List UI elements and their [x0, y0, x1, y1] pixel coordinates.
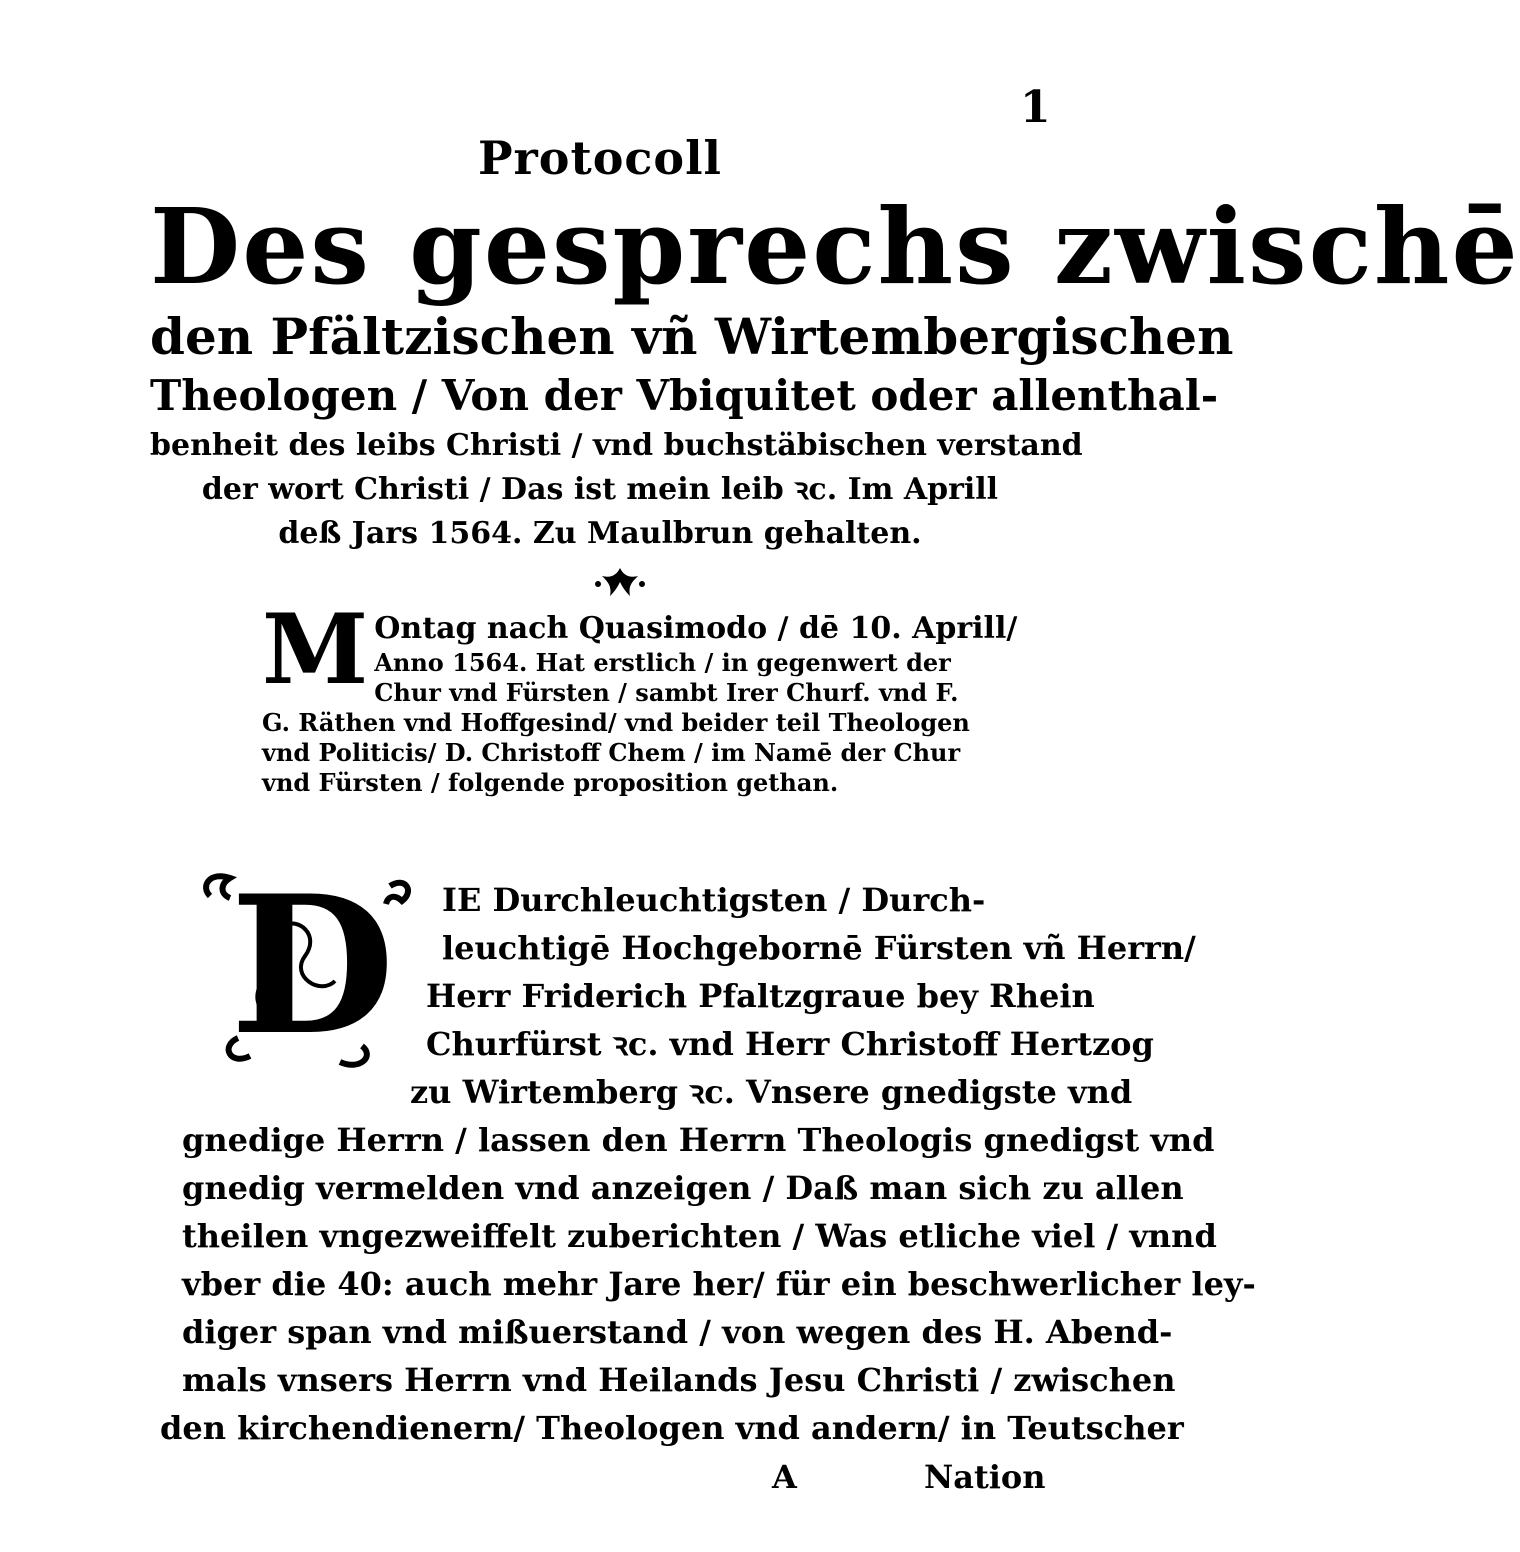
- paragraph-line: Ontag nach Quasimodo / dē 10. Aprill/: [374, 611, 1018, 646]
- body-line: gnedige Herrn / lassen den Herrn Theologis gnedigst vnd: [182, 1121, 1215, 1159]
- paragraph-line: Anno 1564. Hat erstlich / in gegenwert der: [374, 648, 951, 677]
- body-line: gnedig vermelden vnd anzeigen / Daß man sich zu allen: [182, 1169, 1184, 1207]
- title-block: [150, 128, 1520, 556]
- decorated-initial: [190, 854, 420, 1077]
- title-line: Theologen / Von der Vbiquitet oder allenthal-: [150, 371, 1219, 420]
- body-line: Churfürst ꝛc. vnd Herr Christoff Hertzog: [426, 1025, 1154, 1063]
- opening-paragraph: [262, 593, 1018, 798]
- title-protocoll: Protocoll: [477, 131, 723, 185]
- body-line: mals vnsers Herrn vnd Heilands Jesu Christi / zwischen: [182, 1361, 1176, 1399]
- title-line: deß Jars 1564. Zu Maulbrun gehalten.: [278, 516, 922, 551]
- paragraph-line: Chur vnd Fürsten / sambt Irer Churf. vnd F.: [374, 678, 959, 707]
- body-line: Herr Friderich Pfaltzgraue bey Rhein: [426, 977, 1095, 1015]
- body-line: zu Wirtemberg ꝛc. Vnsere gnedigste vnd: [410, 1073, 1133, 1111]
- body-line: leuchtigē Hochgebornē Fürsten vñ Herrn/: [442, 929, 1196, 967]
- paragraph-line: vnd Fürsten / folgende proposition gethan.: [262, 768, 839, 797]
- title-line: benheit des leibs Christi / vnd buchstäbischen verstand: [150, 428, 1083, 463]
- body-line: den kirchendienern/ Theologen vnd andern/ in Teutscher: [160, 1409, 1184, 1447]
- catchword: Nation: [924, 1458, 1046, 1496]
- fleuron-ornament-icon: [590, 566, 650, 600]
- main-title: Des gesprechs zwischē: [150, 185, 1520, 308]
- body-line: theilen vngezweiffelt zuberichten / Was etliche viel / vnnd: [182, 1217, 1217, 1255]
- body-line: diger span vnd mißuerstand / von wegen des H. Abend-: [182, 1313, 1173, 1351]
- page-number: 1: [1020, 82, 1051, 133]
- initial-letter-d: D: [230, 854, 395, 1077]
- paragraph-line: G. Räthen vnd Hoffgesind/ vnd beider teil Theologen: [262, 708, 970, 737]
- body-line: vber die 40: auch mehr Jare her/ für ein beschwerlicher ley-: [182, 1265, 1256, 1303]
- paragraph-line: vnd Politicis/ D. Christoff Chem / im Namē der Chur: [262, 738, 961, 767]
- title-line: der wort Christi / Das ist mein leib ꝛc. Im Aprill: [201, 472, 999, 507]
- initial-letter-m: M: [262, 593, 369, 706]
- body-line: IE Durchleuchtigsten / Durch-: [442, 881, 986, 919]
- signature-mark: A: [772, 1458, 797, 1496]
- title-line: den Pfältzischen vñ Wirtembergischen: [150, 307, 1234, 366]
